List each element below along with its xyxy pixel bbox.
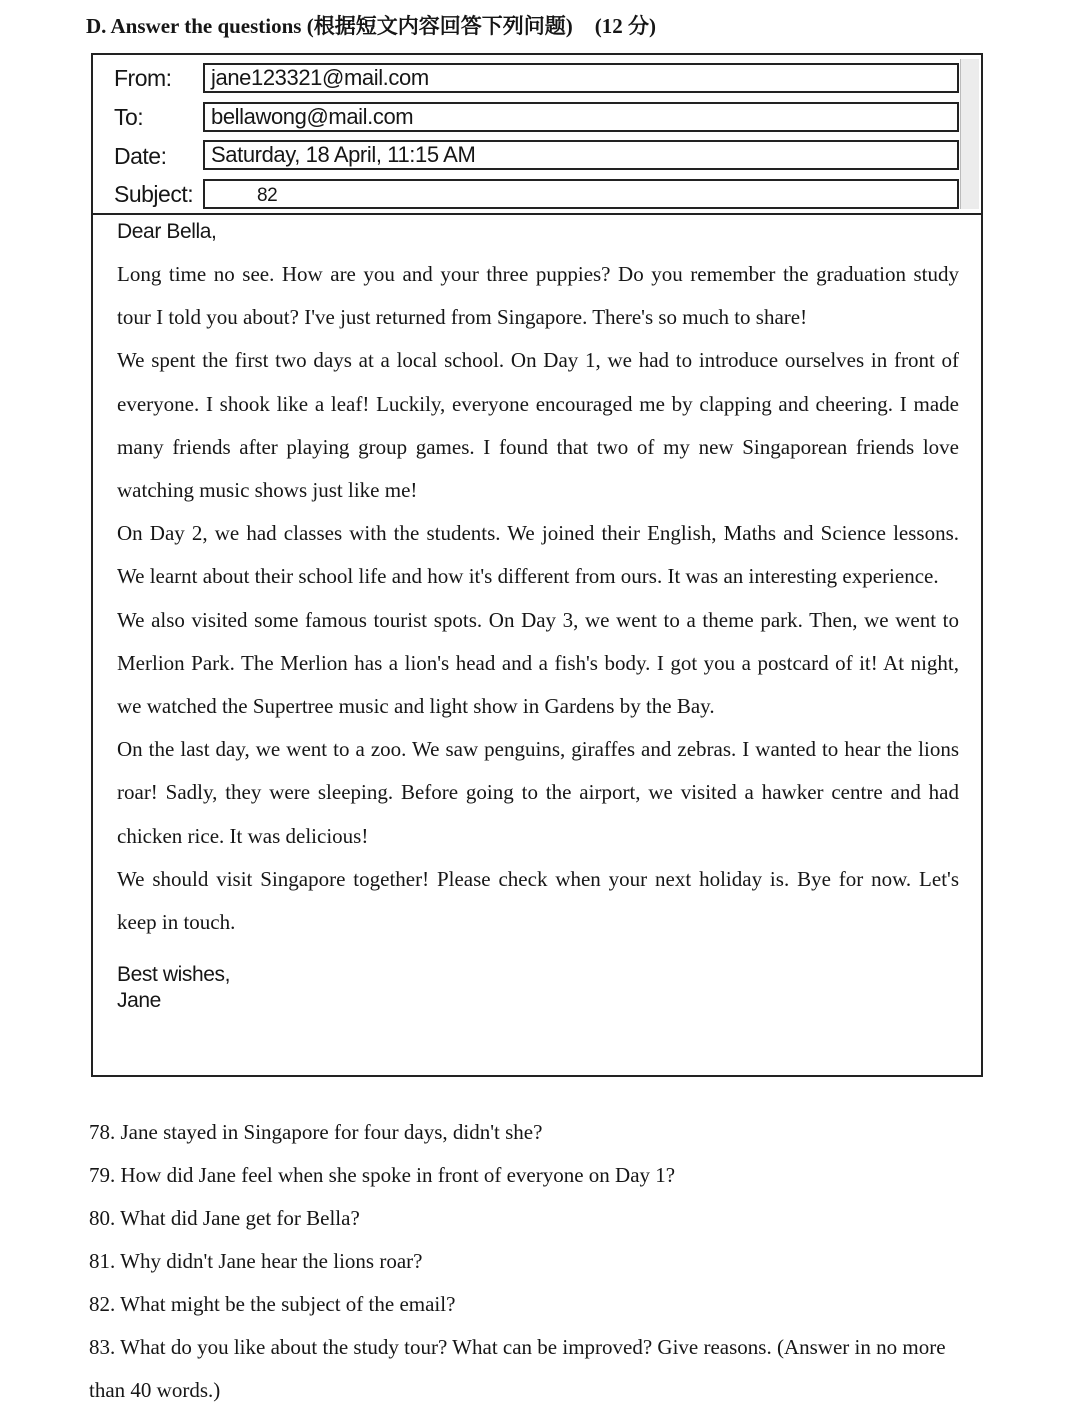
question-item: 78. Jane stayed in Singapore for four days, didn't she? xyxy=(89,1120,543,1144)
question-item: 83. What do you like about the study tour? What can be improved? Give reasons. (Answer in no more than 40 words.) xyxy=(89,1335,946,1402)
subject-label: Subject: xyxy=(114,181,194,207)
section-heading xyxy=(86,10,656,40)
email-window xyxy=(91,53,983,1077)
header-scrollbar[interactable] xyxy=(960,59,979,209)
email-paragraph: We also visited some famous tourist spots. On Day 3, we went to a theme park. Then, we went to Merlion Park. The Merlion has a lion's head and a fish's body. I got you a postcard of it! At night, we watched the Supertree music and light show in Gardens by the Bay. xyxy=(117,607,959,719)
subject-field[interactable] xyxy=(203,179,959,209)
to-field[interactable]: bellawong@mail.com xyxy=(203,102,959,132)
question-item: 81. Why didn't Jane hear the lions roar? xyxy=(89,1249,423,1273)
email-signature: Jane xyxy=(117,989,161,1013)
date-label: Date: xyxy=(114,143,167,169)
from-label: From: xyxy=(114,65,172,91)
section-title: D. Answer the questions (根据短文内容回答下列问题) xyxy=(86,14,573,38)
email-paragraph: We spent the first two days at a local school. On Day 1, we had to introduce ourselves in front of everyone. I shook like a leaf! Luckily, everyone encouraged me by clapping and cheering. I made many friends after playing group games. I found that two of my new Singaporean friends love watching music shows just like me! xyxy=(117,348,959,503)
subject-blank: 82 xyxy=(257,185,337,209)
email-closing-block xyxy=(117,962,959,1014)
question-item: 79. How did Jane feel when she spoke in front of everyone on Day 1? xyxy=(89,1163,676,1187)
email-paragraph: On Day 2, we had classes with the students. We joined their English, Maths and Science lessons. We learnt about their school life and how it's different from ours. It was an interesting experience. xyxy=(117,521,959,589)
email-closing: Best wishes, xyxy=(117,963,231,987)
from-field[interactable]: jane123321@mail.com xyxy=(203,63,959,93)
email-body xyxy=(117,218,959,1014)
email-greeting: Dear Bella, xyxy=(117,220,217,243)
email-header xyxy=(93,55,981,215)
section-score: (12 分) xyxy=(594,14,656,38)
question-list xyxy=(89,1111,979,1412)
question-item: 80. What did Jane get for Bella? xyxy=(89,1206,360,1230)
email-paragraph: Long time no see. How are you and your three puppies? Do you remember the graduation study tour I told you about? I've just returned from Singapore. There's so much to share! xyxy=(117,262,959,330)
question-item: 82. What might be the subject of the email? xyxy=(89,1292,456,1316)
to-label: To: xyxy=(114,104,144,130)
date-field[interactable]: Saturday, 18 April, 11:15 AM xyxy=(203,140,959,170)
email-paragraph: We should visit Singapore together! Please check when your next holiday is. Bye for now. Let's keep in touch. xyxy=(117,866,959,935)
email-paragraph: On the last day, we went to a zoo. We saw penguins, giraffes and zebras. I wanted to hear the lions roar! Sadly, they were sleeping. Before going to the airport, we visited a hawker centre and had chicken rice. It was delicious! xyxy=(117,737,959,848)
